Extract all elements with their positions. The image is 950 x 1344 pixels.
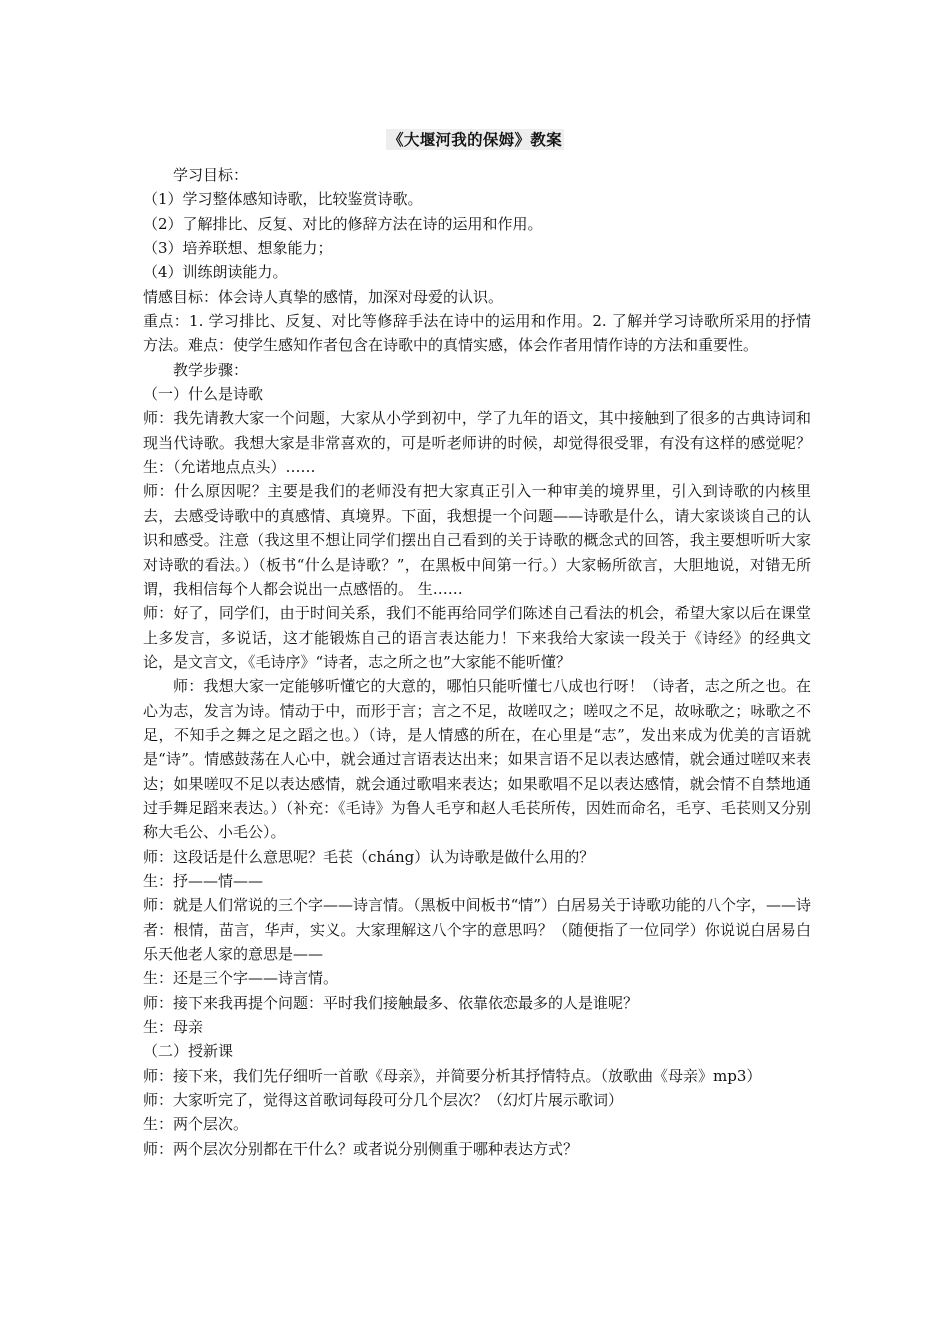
paragraph: （2）了解排比、反复、对比的修辞方法在诗的运用和作用。 <box>143 214 543 233</box>
paragraph: 师：就是人们常说的三个字——诗言情。（黑板中间板书“情”）白居易关于诗歌功能的八个字，——诗者：根情，苗言，华声，实义。大家理解这八个字的意思吗？（随便指了一位同学）你说说白居易白乐天他老人家的意思是—— <box>143 896 811 963</box>
paragraph: 师：接下来我再提个问题：平时我们接触最多、依靠依恋最多的人是谁呢？ <box>143 993 639 1012</box>
paragraph: 学习目标： <box>173 166 249 184</box>
paragraph: （3）培养联想、想象能力； <box>143 239 333 258</box>
document-body <box>143 163 811 1161</box>
paragraph: 师：大家听完了，觉得这首歌词每段可分几个层次？（幻灯片展示歌词） <box>143 1091 624 1110</box>
paragraph: 生：还是三个字——诗言情。 <box>143 969 339 988</box>
paragraph: （1）学习整体感知诗歌，比较鉴赏诗歌。 <box>143 190 423 209</box>
paragraph: （4）训练朗读能力。 <box>143 263 288 282</box>
paragraph: 师：什么原因呢？主要是我们的老师没有把大家真正引入一种审美的境界里，引入到诗歌的内核里去，去感受诗歌中的真感情、真境界。下面，我想提一个问题——诗歌是什么，请大家谈谈自己的认识和感受。注意（我这里不想让同学们摆出自己看到的关于诗歌的概念式的回答，我主要想听听大家对诗歌的看法。）（板书“什么是诗歌？”，在黑板中间第一行。）大家畅所欲言，大胆地说，对错无所谓，我相信每个人都会说出一点感悟的。 生…… <box>143 482 811 598</box>
paragraph: 生：母亲 <box>143 1018 204 1037</box>
paragraph: 情感目标：体会诗人真挚的感情，加深对母爱的认识。 <box>143 287 504 306</box>
paragraph: 师：好了，同学们，由于时间关系，我们不能再给同学们陈述自己看法的机会，希望大家以后在课堂上多发言，多说话，这才能锻炼自己的语言表达能力！下来我给大家读一段关于《诗经》的经典文论，是文言文，《毛诗序》“诗者，志之所之也”大家能不能听懂？ <box>143 604 811 671</box>
paragraph: 重点：1. 学习排比、反复、对比等修辞手法在诗中的运用和作用。2. 了解并学习诗歌所采用的抒情方法。难点：使学生感知作者包含在诗歌中的真情实感，体会作者用情作诗的方法和重要性。 <box>143 312 811 355</box>
paragraph: 师：接下来，我们先仔细听一首歌《母亲》，并简要分析其抒情特点。（放歌曲《母亲》mp3） <box>143 1066 762 1085</box>
paragraph: 生：抒——情—— <box>143 871 264 890</box>
paragraph: 师：我先请教大家一个问题，大家从小学到初中，学了九年的语文，其中接触到了很多的古典诗词和现当代诗歌。我想大家是非常喜欢的，可是听老师讲的时候，却觉得很受罪，有没有这样的感觉呢？ 生：（允诺地点点头）…… <box>143 409 811 477</box>
paragraph: 师：两个层次分别都在干什么？或者说分别侧重于哪种表达方式？ <box>143 1139 579 1158</box>
paragraph: （二）授新课 <box>143 1042 234 1061</box>
document-title-text: 《大堰河我的保姆》教案 <box>388 130 562 149</box>
document-title <box>0 128 950 150</box>
paragraph: 师：我想大家一定能够听懂它的大意的，哪怕只能听懂七八成也行呀！（诗者，志之所之也。在心为志，发言为诗。情动于中，而形于言；言之不足，故嗟叹之；嗟叹之不足，故咏歌之；咏歌之不足，不知手之舞之足之蹈之也。）（诗，是人情感的所在，在心里是“志”，发出来成为优美的言语就是“诗”。情感鼓荡在人心中，就会通过言语表达出来；如果言语不足以表达感情，就会通过嗟叹来表达；如果嗟叹不足以表达感情，就会通过歌唱来表达；如果歌唱不足以表达感情，就会情不自禁地通过手舞足蹈来表达。）（补充：《毛诗》为鲁人毛亨和赵人毛苌所传，因姓而命名，毛亨、毛苌则又分别称大毛公、小毛公）。 <box>143 677 811 842</box>
paragraph: （一）什么是诗歌 <box>143 385 264 404</box>
paragraph: 教学步骤： <box>173 360 249 379</box>
paragraph: 师：这段话是什么意思呢？毛苌（cháng）认为诗歌是做什么用的？ <box>143 847 595 866</box>
paragraph: 生：两个层次。 <box>143 1115 249 1134</box>
